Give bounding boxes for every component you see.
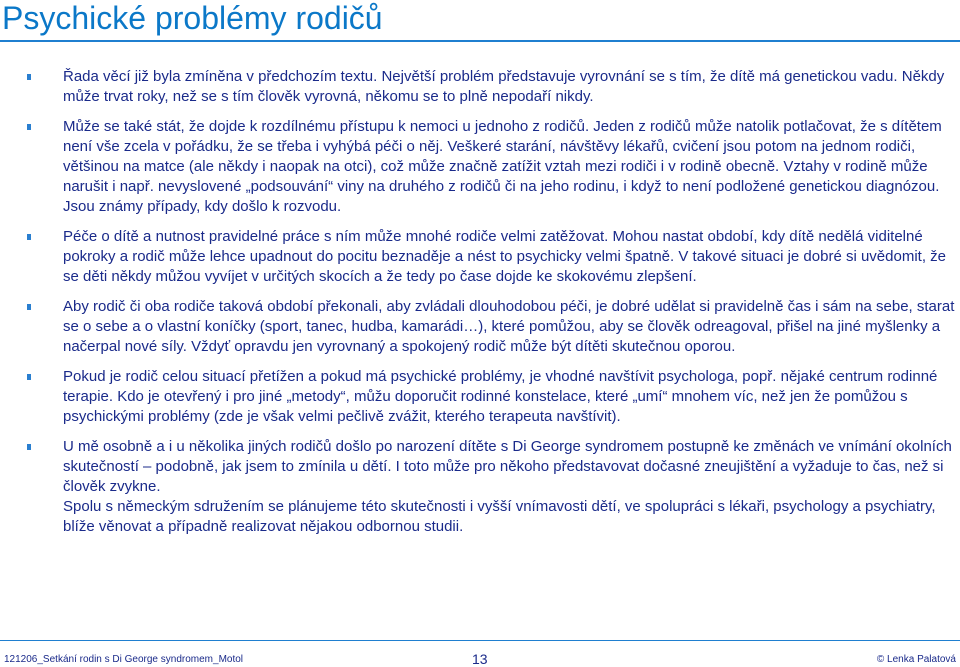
footer-divider	[0, 640, 960, 641]
page-number: 13	[472, 651, 488, 667]
bullet-marker	[27, 234, 31, 240]
bullet-marker	[27, 124, 31, 130]
footer-copyright: © Lenka Palatová	[876, 654, 956, 665]
bullet-marker	[27, 74, 31, 80]
bullet-item-6	[27, 437, 955, 537]
bullet-text: Může se také stát, že dojde k rozdílnému přístupu k nemoci u jednoho z rodičů. Jeden z rodičů může natolik potlačovat, že s dítětem není vše zcela v pořádku, že se třeba i vyhýbá péči o něj. Veškeré starání, návštěvy lékařů, cvičení jsou potom na jednom rodiči, většinou na matce (ale někdy i naopak na otci), což může značně zatížit vztah mezi rodiči i v rodině obecně. Vztahy v rodině může narušit i např. nevyslovené „podsouvání“ viny na druhého z rodičů či na jeho rodinu, i když to není podložené genetickou diagnózou. Jsou známy případy, kdy došlo k rozvodu.	[63, 118, 942, 215]
footer-filename: 121206_Setkání rodin s Di George syndromem_Motol	[4, 654, 244, 665]
bullet-item-2	[27, 117, 955, 217]
title-divider	[0, 40, 960, 42]
bullet-text: Péče o dítě a nutnost pravidelné práce s ním může mnohé rodiče velmi zatěžovat. Mohou nastat období, kdy dítě nedělá viditelné pokroky a rodič může lehce upadnout do pocitu beznaděje a nést to psychicky velmi špatně. V takové situaci je dobré si uvědomit, že se děti někdy můžou vyvíjet v určitých skocích a že tedy po čase dojde ke skokovému zlepšení.	[63, 228, 946, 285]
bullet-item-4	[27, 297, 955, 357]
bullet-list	[27, 67, 955, 547]
bullet-marker	[27, 374, 31, 380]
bullet-text: Pokud je rodič celou situací přetížen a pokud má psychické problémy, je vhodné navštívit psychologa, popř. nějaké centrum rodinné terapie. Kdo je otevřený i pro jiné „metody“, můžu doporučit rodinné konstelace, které „umí“ mnohem víc, než jen že pomůžou s psychickými problémy (zde je však velmi pečlivě zvážit, kterého terapeuta navštívit).	[63, 368, 938, 425]
bullet-item-5	[27, 367, 955, 427]
bullet-item-1	[27, 67, 955, 107]
bullet-text: Řada věcí již byla zmíněna v předchozím textu. Největší problém představuje vyrovnání se s tím, že dítě má genetickou vadu. Někdy může trvat roky, než se s tím člověk vyrovná, někomu se to plně nepodaří nikdy.	[63, 68, 945, 105]
page-title: Psychické problémy rodičů	[2, 0, 383, 36]
bullet-marker	[27, 304, 31, 310]
bullet-text-continuation: Spolu s německým sdružením se plánujeme této skutečnosti i vyšší vnímavosti dětí, ve spolupráci s lékaři, psychology a psychiatry, blíže věnovat a případně realizovat nějakou odbornou studii.	[63, 498, 936, 535]
bullet-marker	[27, 444, 31, 450]
bullet-text: U mě osobně a i u několika jiných rodičů došlo po narození dítěte s Di George syndromem postupně ke změnách ve vnímání okolních skutečností – podobně, jak jsem to zmínila u dětí. I toto může pro někoho představovat dočasné zneujištění a vyžaduje to čas, než si člověk zvykne.	[63, 438, 952, 495]
bullet-item-3	[27, 227, 955, 287]
bullet-text: Aby rodič či oba rodiče taková období překonali, aby zvládali dlouhodobou péči, je dobré udělat si pravidelně čas i sám na sebe, starat se o sebe a o vlastní koníčky (sport, tanec, hudba, kamarádi…), které pomůžou, aby se člověk odreagoval, přišel na jiné myšlenky a načerpal nové síly. Vždyť opravdu jen vyrovnaný a spokojený rodič může být dítěti skutečnou oporou.	[63, 298, 955, 355]
